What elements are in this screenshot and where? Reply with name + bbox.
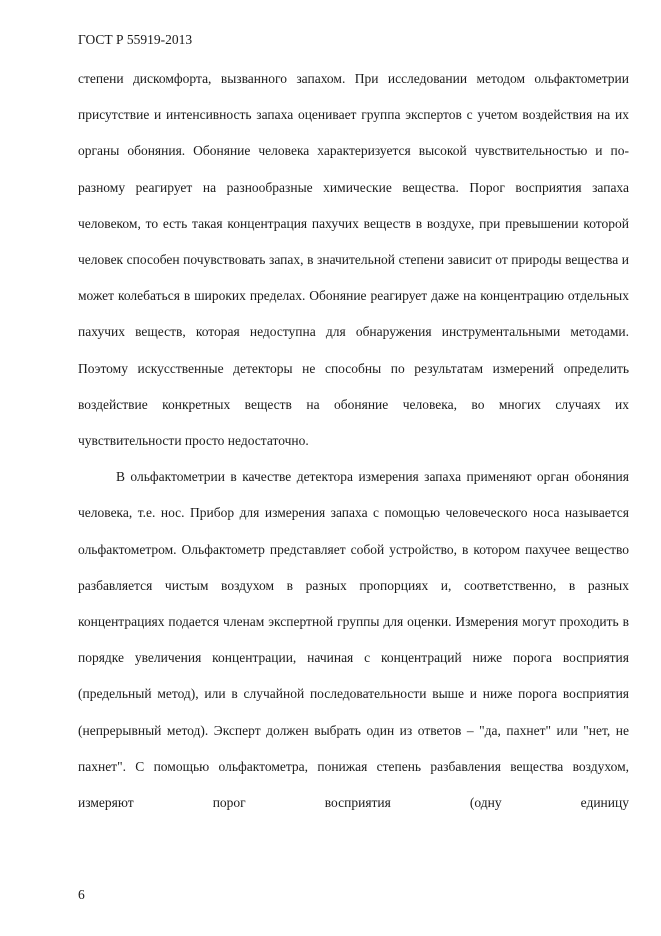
paragraph-olfactometer-description: В ольфактометрии в качестве детектора измерения запаха применяют орган обоняния человека, т.е. нос. Прибор для измерения запаха с помощью человеческого носа называется ольфактометром. Ольфактометр представляет собой устройство, в котором пахучее вещество разбавляется чистым воздухом в разных пропорциях и, соответственно, в разных концентрациях подается членам экспертной группы для оценки. Измерения могут проходить в порядке увеличения концентрации, начиная с концентраций ниже порога восприятия (предельный метод), или в случайной последовательности выше и ниже порога восприятия (непрерывный метод). Эксперт должен выбрать один из ответов – "да, пахнет" или "нет, не пахнет". С помощью ольфактометра, понижая степень разбавления вещества воздухом, измеряют порог восприятия (одну единицу (78, 469, 629, 811)
page-number: 6 (78, 887, 85, 902)
paragraph-olfactometry-intro: степени дискомфорта, вызванного запахом. При исследовании методом ольфактометрии присутствие и интенсивность запаха оценивает группа экспертов с учетом воздействия на их органы обоняния. Обоняние человека характеризуется высокой чувствительностью и по-разному реагирует на разнообразные химические вещества. Порог восприятия запаха человеком, то есть такая концентрация пахучих веществ в воздухе, при превышении которой человек способен почувствовать запах, в значительной степени зависит от природы вещества и может колебаться в широких пределах. Обоняние реагирует даже на концентрацию отдельных пахучих веществ, которая недоступна для обнаружения инструментальными методами. Поэтому искусственные детекторы не способны по результатам измерений определить воздействие конкретных веществ на обоняние человека, во многих случаях их чувствительности просто недостаточно. (78, 71, 629, 449)
body-text (78, 61, 629, 821)
standard-header: ГОСТ Р 55919-2013 (78, 32, 193, 47)
